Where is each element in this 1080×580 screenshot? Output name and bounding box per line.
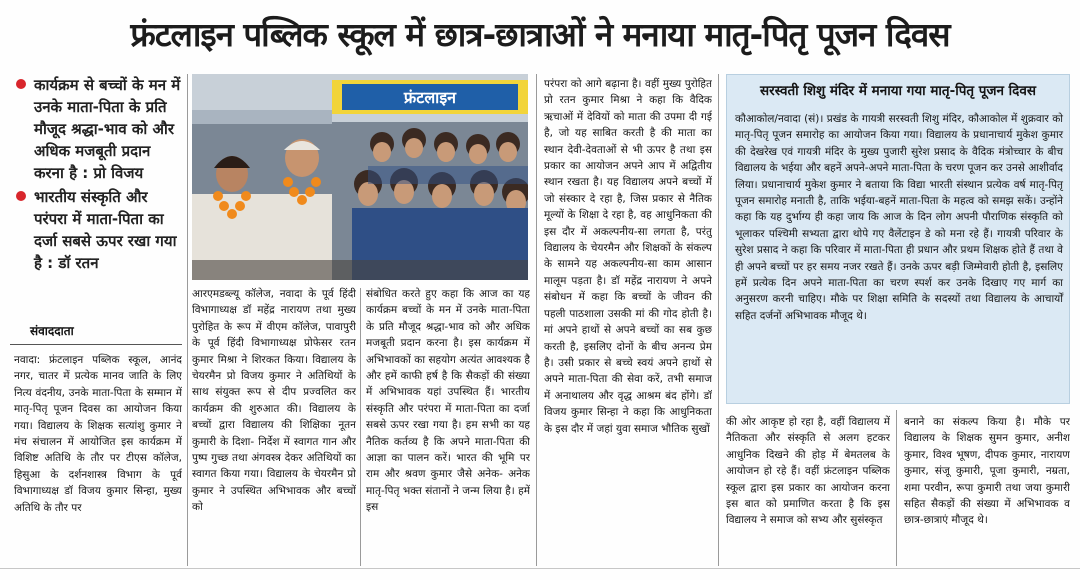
column-divider <box>360 288 361 566</box>
article-text: की ओर आकृष्ट हो रहा है, वहीं विद्यालय में नैतिकता और संस्कृति से अलग हटकर आधुनिक दिखने की होड़ में बेमतलब के आयोजन हो रहे हैं। वहीं फ्रंटलाइन पब्लिक स्कूल द्वारा इस प्रकार का आयोजन करना इस बात को प्रमाणित करता है कि इस विद्यालय ने समाज को सभ्य और सुसंस्कृत <box>726 416 890 527</box>
article-text: नवादा: फ्रंटलाइन पब्लिक स्कूल, आनंद नगर, चातर में प्रत्येक मानव जाति के लिए नित्य वंदनीय, उनके माता-पिता के सम्मान में मातृ-पितृ पूजन दिवस का आयोजन किया गया। विद्यालय के शिक्षक सत्यांशु कुमार ने मंच संचालन में आयोजित इस कार्यक्रम में विशिष्ट अतिथि के तौर पर टीएस कॉलेज, हिसुआ के दर्शनशास्त्र विभाग के पूर्व विभागाध्यक्ष डॉ विजय कुमार सिन्हा, मुख्य अतिथि के तौर पर <box>14 354 182 514</box>
bullet-icon <box>16 191 26 201</box>
article-column-3 <box>366 286 530 566</box>
article-text: आरएमडब्ल्यू कॉलेज, नवादा के पूर्व हिंदी विभागाध्यक्ष डॉ महेंद्र नारायण तथा मुख्य पुरोहित के रूप में वीएम कॉलेज, पावापुरी के पूर्व हिंदी विभागाध्यक्ष प्रोफेसर रतन कुमार मिश्रा ने शिरकत किया। विद्यालय के चेयरमैन प्रो विजय कुमार ने अतिथियों के साथ संयुक्त रूप से दीप प्रज्वलित कर कार्यक्रम की शुरुआत की। विद्यालय के बच्चों द्वारा विद्यालय की शिक्षिका नूतन कुमारी के दिशा- निर्देश में स्वागत गान और पुष्प गुच्छ तथा अंगवस्त्र देकर अतिथियों का स्वागत किया गया। विद्यालय के चेयरमैन प्रो कुमार ने उपस्थित अभिभावक और बच्चों को <box>192 288 356 514</box>
article-column-2 <box>192 286 356 566</box>
article-text: बनाने का संकल्प किया है। मौके पर विद्यालय के शिक्षक सुमन कुमार, अनीश कुमार, विश्व भूषण, दीपक कुमार, नारायण कुमार, संजू कुमारी, पूजा कुमारी, नम्रता, शमा परवीन, रूपा कुमारी तथा जया कुमारी सहित सैकड़ों की संख्या में अभिभावक व छात्र-छात्राएं मौजूद थे। <box>904 416 1070 527</box>
event-photo <box>192 74 528 280</box>
highlight-item <box>14 186 182 274</box>
column-divider <box>718 74 719 566</box>
article-column-1 <box>14 352 182 566</box>
column-divider <box>896 410 897 566</box>
column-divider <box>536 74 537 566</box>
bullet-icon <box>16 79 26 89</box>
article-column-6 <box>904 414 1070 566</box>
article-text: परंपरा को आगे बढ़ाना है। वहीं मुख्य पुरोहित प्रो रतन कुमार मिश्रा ने कहा कि वैदिक ऋचाओं में देवियों को माता की उपमा दी गई है, जो यह साबित करती है की माता का स्थान देवी-देवताओं से भी ऊपर है तथा इस प्रकार का आयोजन अपने आप में अद्वितीय स्थान रखता है। यह विद्यालय अपने बच्चों में जो संस्कार दे रहा है, जिस प्रकार से नैतिक मूल्यों के शिक्षा दे रहा है, वह आधुनिकता की इस दौर में अकल्पनीय-सा लगता है, परंतु विद्यालय के चेयरमैन और शिक्षकों के संकल्प के सामने यह अकल्पनीय-सा काम आसान मालूम पड़ता है। डॉ महेंद्र नारायण ने अपने संबोधन में कहा कि बच्चों के जीवन की पहली पाठशाला उसकी मां की गोद होती है। मां अपने हाथों से अपने बच्चों का सब कुछ करती है, इसलिए दोनों के बीच अनन्य प्रेम है। उसी प्रकार से बच्चे स्वयं अपने हाथों से अपने माता-पिता की सेवा करें, तभी समाज में अनाथालय और वृद्ध आश्रम बंद होंगे। डॉ विजय कुमार सिन्हा ने कहा कि आधुनिकता के इस दौर में जहां युवा समाज भौतिक सुखों <box>544 78 712 435</box>
byline: संवाददाता <box>30 324 74 338</box>
sidebar-body: कौआकोल/नवादा (सं)। प्रखंड के गायत्री सरस्वती शिशु मंदिर, कौआकोल में शुक्रवार को मातृ-पितृ पूजन समारोह का आयोजन किया गया। विद्यालय के प्रधानाचार्य मुकेश कुमार की देखरेख एवं गायत्री मंदिर के मुख्य पुजारी सुरेश प्रसाद के वैदिक मंत्रोच्चार के बीच विद्यालय के भईया और बहनें अपने-अपने माता-पिता के चरण पूजन कर उनसे आशीर्वाद लिया। प्रधानाचार्य मुकेश कुमार ने बताया कि विद्या भारती संस्थान प्रत्येक वर्ष मातृ-पितृ पूजन समारोह मनाती है, ताकि भईया-बहनें माता-पिता के महत्व को समझ सकें। उन्होंने कहा कि यह दुर्भाग्य ही कहा जाय कि आज के दिन लोग अपनी पौराणिक संस्कृति को भूलाकर पश्चिमी सभ्यता द्वारा थोपे गए वैलेंटाइन डे को मना रहे हैं। गायत्री परिवार के सुरेश प्रसाद ने कहा कि परिवार में माता-पिता ही प्रधान और प्रथम शिक्षक होते हैं तथा वे ही अपने बच्चों पर हर समय नजर रखते हैं। उनके ऊपर बड़ी जिम्मेवारी होती है, इसलिए हमें प्रत्येक दिन अपने माता-पिता का चरण स्पर्श कर उनके दिखाए गए मार्ग का अनुसरण करनी चाहिए। मौके पर शिक्षा समिति के सदस्यों तथा विद्यालय के आचार्यों सहित दर्जनों अभिभावक मौजूद थे। <box>735 113 1063 322</box>
article-column-4 <box>544 76 712 566</box>
highlight-text: भारतीय संस्कृति और परंपरा में माता-पिता का दर्जा सबसे ऊपर रखा गया है : डॉ रतन <box>34 188 177 272</box>
article-text: संबोधित करते हुए कहा कि आज का यह कार्यक्रम बच्चों के मन में उनके माता-पिता के प्रति मौजूद श्रद्धा-भाव को और अधिक मजबूती प्रदान करना है। इस कार्यक्रम में अभिभावकों का सहयोग अत्यंत आवश्यक है और हमें काफी हर्ष है कि सैकड़ों की संख्या में अभिभावक यहां उपस्थित हैं। भारतीय संस्कृति और परंपरा में माता-पिता का दर्जा सबसे ऊपर रखा गया है। हम सभी का यह नैतिक कर्तव्य है कि अपने माता-पिता की आज्ञा का पालन करें। भारत की भूमि पर राम और श्रवण कुमार जैसे अनेक- अनेक मातृ-पितृ भक्त संतानों ने जन्म लिया है। हमें इस <box>366 288 530 514</box>
highlight-item <box>14 74 182 184</box>
highlight-text: कार्यक्रम से बच्चों के मन में उनके माता-पिता के प्रति मौजूद श्रद्धा-भाव को और अधिक मजबूती प्रदान करना है : प्रो विजय <box>34 76 181 182</box>
photo-banner-text: फ्रंटलाइन <box>403 88 457 107</box>
byline-divider <box>10 344 182 345</box>
footer-divider <box>0 568 1080 569</box>
column-divider <box>187 74 188 566</box>
article-column-5 <box>726 414 890 566</box>
highlights <box>14 74 182 276</box>
headline: फ्रंटलाइन पब्लिक स्कूल में छात्र-छात्राओं ने मनाया मातृ-पितृ पूजन दिवस <box>130 14 950 54</box>
sidebar-news-box <box>726 74 1070 404</box>
sidebar-title: सरस्वती शिशु मंदिर में मनाया गया मातृ-पितृ पूजन दिवस <box>760 83 1036 99</box>
photo-illustration <box>192 74 528 280</box>
